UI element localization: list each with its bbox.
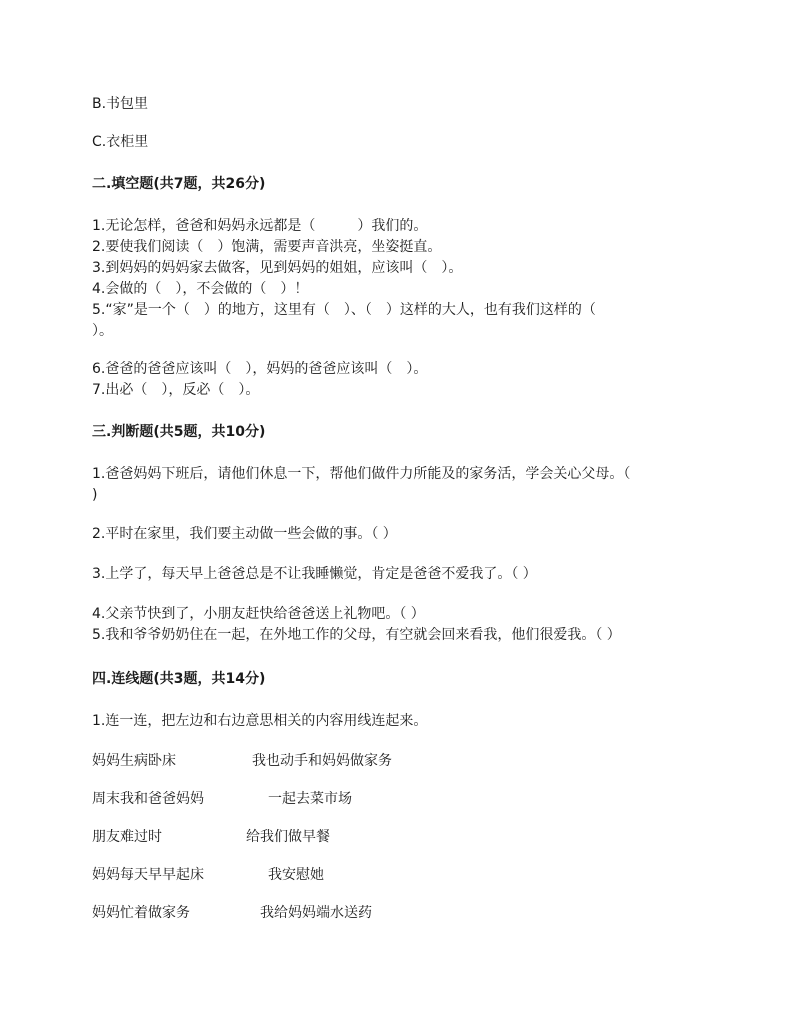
judgment-item-continuation: ) — [92, 487, 98, 503]
fill-blank-item: 3.到妈妈的妈妈家去做客，见到妈妈的姐姐，应该叫（ ）。 — [92, 260, 463, 276]
matching-instruction: 1.连一连，把左边和右边意思相关的内容用线连起来。 — [92, 713, 428, 729]
section-heading-matching: 四.连线题(共3题，共14分) — [92, 671, 266, 687]
matching-left-item: 妈妈生病卧床 — [92, 753, 176, 769]
judgment-item: 3.上学了，每天早上爸爸总是不让我睡懒觉，肯定是爸爸不爱我了。（ ） — [92, 566, 537, 582]
matching-left-item: 周末我和爸爸妈妈 — [92, 791, 204, 807]
choice-option-b: B.书包里 — [92, 96, 149, 112]
section-heading-judgment: 三.判断题(共5题，共10分) — [92, 424, 266, 440]
fill-blank-item: 6.爸爸的爸爸应该叫（ ），妈妈的爸爸应该叫（ ）。 — [92, 361, 428, 377]
matching-left-item: 朋友难过时 — [92, 829, 162, 845]
matching-right-item: 给我们做早餐 — [246, 829, 330, 845]
judgment-item: 4.父亲节快到了，小朋友赶快给爸爸送上礼物吧。（ ） — [92, 606, 425, 622]
judgment-item: 1.爸爸妈妈下班后，请他们休息一下，帮他们做件力所能及的家务活，学会关心父母。（ — [92, 466, 631, 482]
fill-blank-item: 2.要使我们阅读（ ）饱满，需要声音洪亮，坐姿挺直。 — [92, 239, 442, 255]
matching-right-item: 我安慰她 — [268, 867, 324, 883]
section-heading-fill-blank: 二.填空题(共7题，共26分) — [92, 176, 266, 192]
fill-blank-item: 1.无论怎样，爸爸和妈妈永远都是（ ）我们的。 — [92, 218, 428, 234]
matching-right-item: 我给妈妈端水送药 — [260, 905, 372, 921]
matching-right-item: 我也动手和妈妈做家务 — [252, 753, 392, 769]
matching-left-item: 妈妈忙着做家务 — [92, 905, 190, 921]
fill-blank-item: 7.出必（ ），反必（ ）。 — [92, 382, 260, 398]
matching-right-item: 一起去菜市场 — [268, 791, 352, 807]
fill-blank-item-continuation: ）。 — [92, 323, 113, 339]
judgment-item: 5.我和爷爷奶奶住在一起，在外地工作的父母，有空就会回来看我，他们很爱我。（ ） — [92, 627, 621, 643]
matching-left-item: 妈妈每天早早起床 — [92, 867, 204, 883]
fill-blank-item: 4.会做的（ ），不会做的（ ）！ — [92, 281, 309, 297]
fill-blank-item: 5.“家”是一个（ ）的地方，这里有（ ）、（ ）这样的大人，也有我们这样的（ — [92, 302, 596, 318]
choice-option-c: C.衣柜里 — [92, 134, 149, 150]
judgment-item: 2.平时在家里，我们要主动做一些会做的事。（ ） — [92, 526, 397, 542]
